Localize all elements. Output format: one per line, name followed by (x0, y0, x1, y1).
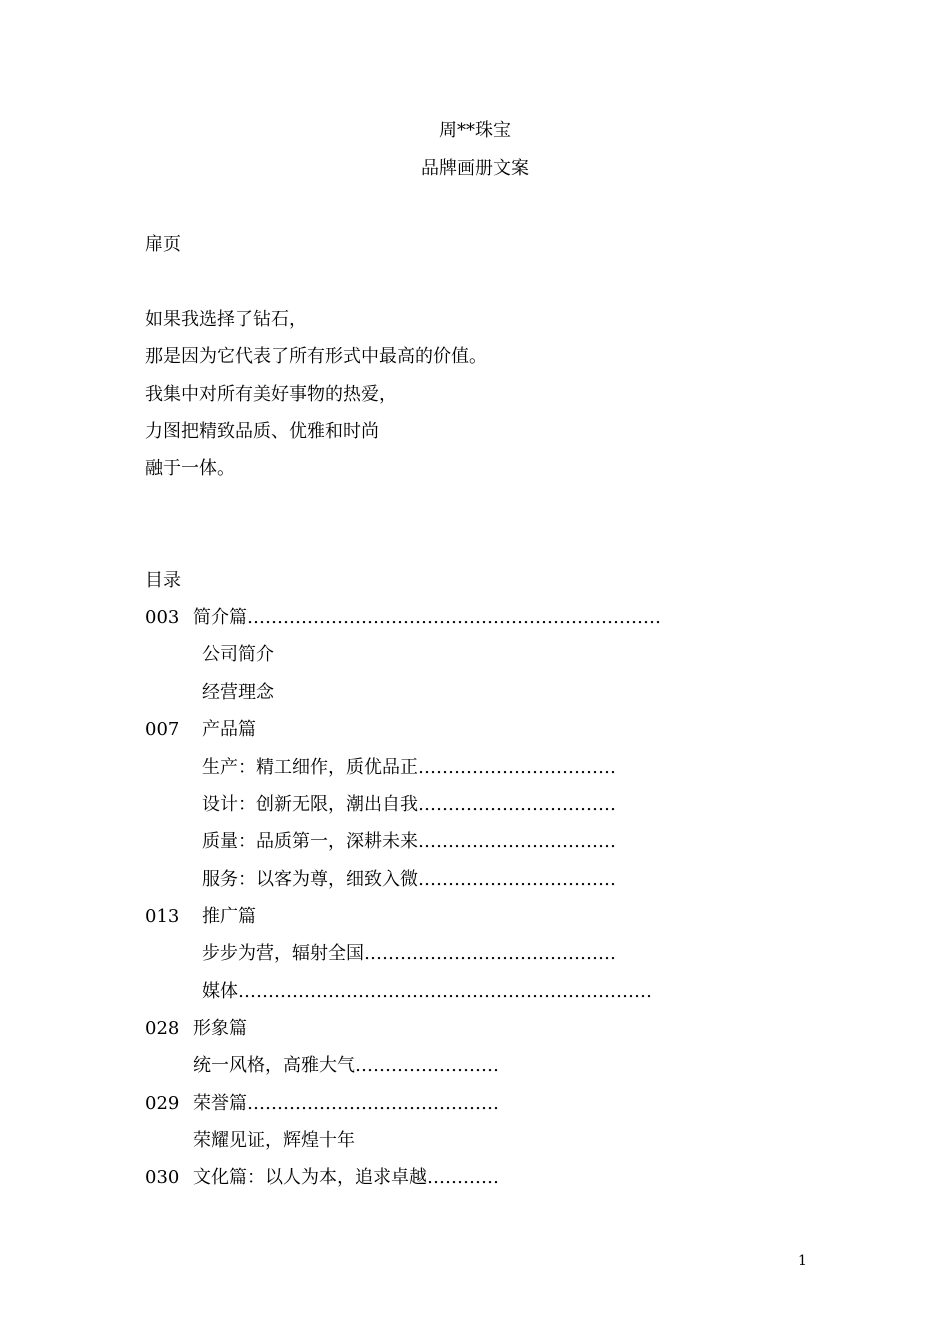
toc-subentry: 经营理念 (202, 682, 274, 703)
toc-entry-text: 简介篇…………………………………………………………… (193, 607, 661, 628)
toc-entry (145, 906, 256, 928)
flyleaf-line: 融于一体。 (145, 458, 235, 479)
toc-entry-text: 推广篇 (202, 906, 256, 927)
toc-entry-text: 荣誉篇…………………………………… (193, 1093, 499, 1114)
flyleaf-line: 我集中对所有美好事物的热爱， (145, 384, 397, 405)
toc-subentry: 生产：精工细作，质优品正…………………………… (202, 757, 616, 778)
toc-heading: 目录 (145, 570, 181, 591)
toc-subentry: 统一风格，高雅大气…………………… (193, 1055, 499, 1076)
toc-entry (145, 719, 256, 741)
toc-page-number: 029 (145, 1093, 180, 1114)
flyleaf-line: 那是因为它代表了所有形式中最高的价值。 (145, 346, 487, 367)
toc-page-number: 028 (145, 1018, 180, 1039)
toc-subentry: 设计：创新无限，潮出自我…………………………… (202, 794, 616, 815)
toc-page-number: 030 (145, 1167, 180, 1188)
toc-subentry: 服务：以客为尊，细致入微…………………………… (202, 869, 616, 890)
toc-entry-text: 形象篇 (193, 1018, 247, 1039)
toc-page-number: 013 (145, 906, 180, 927)
toc-entry (145, 1093, 499, 1115)
toc-subentry: 媒体…………………………………………………………… (202, 981, 652, 1002)
toc-subentry: 公司简介 (202, 644, 274, 665)
toc-entry-text: 产品篇 (202, 719, 256, 740)
toc-subentry: 步步为营，辐射全国…………………………………… (202, 943, 616, 964)
toc-entry-text: 文化篇：以人为本，追求卓越………… (193, 1167, 499, 1188)
toc-page-number: 007 (145, 719, 180, 740)
document-subtitle: 品牌画册文案 (421, 158, 529, 179)
toc-entry (145, 607, 661, 629)
toc-page-number: 003 (145, 607, 180, 628)
flyleaf-heading: 扉页 (145, 234, 181, 255)
toc-subentry: 质量：品质第一，深耕未来…………………………… (202, 831, 616, 852)
toc-entry (145, 1167, 499, 1189)
flyleaf-line: 力图把精致品质、优雅和时尚 (145, 421, 379, 442)
toc-entry (145, 1018, 247, 1040)
flyleaf-line: 如果我选择了钻石， (145, 309, 307, 330)
page-number: 1 (798, 1253, 807, 1269)
document-title: 周**珠宝 (439, 120, 511, 141)
toc-subentry: 荣耀见证，辉煌十年 (193, 1130, 355, 1151)
